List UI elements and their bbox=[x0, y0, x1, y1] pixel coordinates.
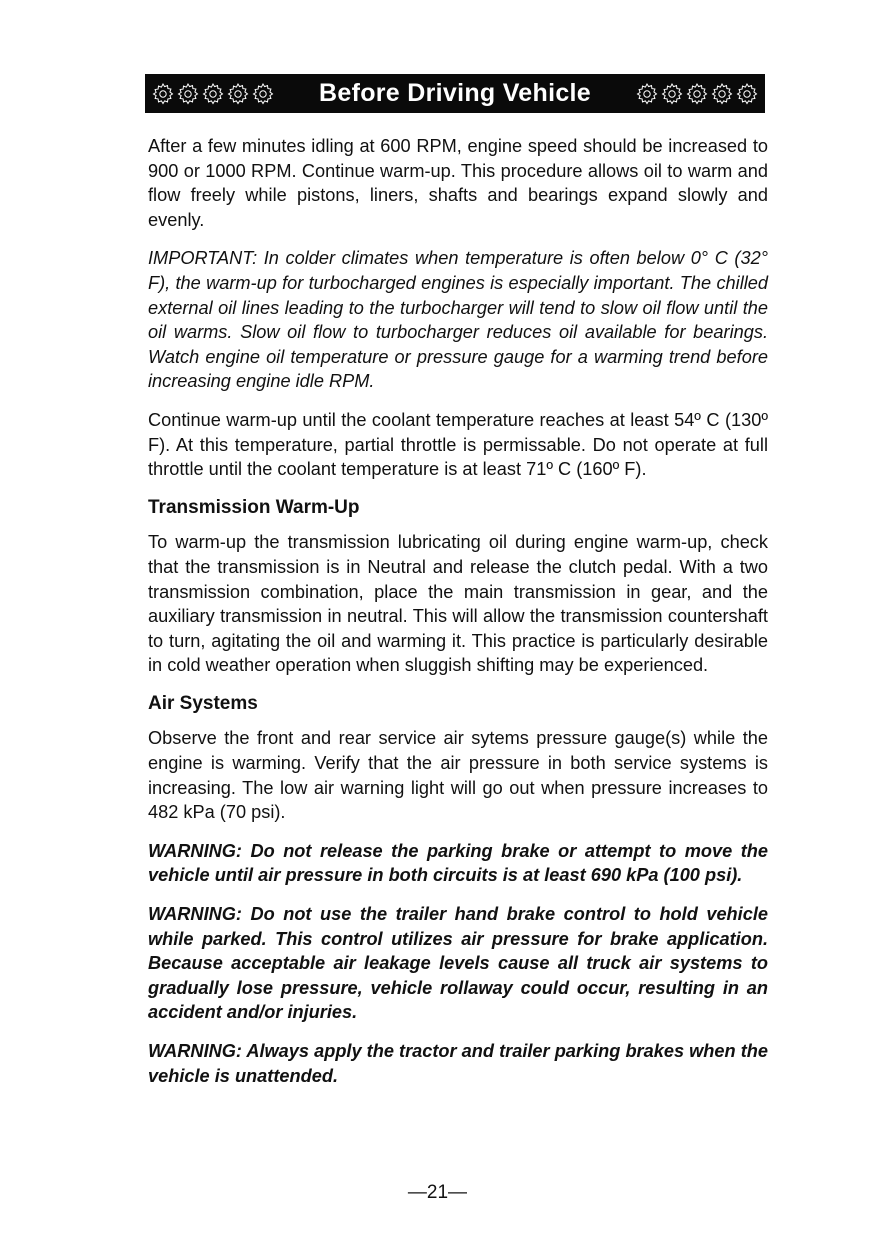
gear-icon bbox=[685, 82, 709, 106]
gear-icon bbox=[660, 82, 684, 106]
gear-icon bbox=[635, 82, 659, 106]
warning-unattended: WARNING: Always apply the tractor and trailer parking brakes when the vehicle is unattended. bbox=[148, 1041, 768, 1086]
section-banner bbox=[145, 74, 765, 113]
gear-icon bbox=[151, 82, 175, 106]
gear-icon bbox=[251, 82, 275, 106]
important-note: IMPORTANT: In colder climates when temperature is often below 0° C (32° F), the warm-up for turbocharged engines is especially important. The chilled external oil lines leading to the turbocharger will tend to slow oil flow until the oil warms. Slow oil flow to turbocharger reduces oil available for bearings. Watch engine oil temperature or pressure gauge for a warming trend before increasing engine idle RPM. bbox=[148, 248, 768, 392]
paragraph-air: Observe the front and rear service air sytems pressure gauge(s) while the engine is warming. Verify that the air pressure in both service systems is increasing. The low air warning light will go out when pressure increases to 482 kPa (70 psi). bbox=[148, 728, 768, 823]
page-number: —21— bbox=[407, 1182, 468, 1203]
gear-icon bbox=[710, 82, 734, 106]
warning-parking-brake: WARNING: Do not release the parking brake or attempt to move the vehicle until air pressure in both circuits is at least 690 kPa (100 psi). bbox=[148, 840, 768, 886]
gear-icon bbox=[735, 82, 759, 106]
paragraph-coolant: Continue warm-up until the coolant temperature reaches at least 54º C (130º F). At this temperature, partial throttle is permissable. Do not operate at full throttle until the coolant temperature is at least 71º C (160º F). bbox=[148, 409, 768, 480]
paragraph-warmup: After a few minutes idling at 600 RPM, engine speed should be increased to 900 or 1000 RPM. Continue warm-up. This procedure allows oil to warm and flow freely while pistons, liners, shafts and bearings expand slowly and evenly. bbox=[148, 136, 768, 230]
paragraph-transmission: To warm-up the transmission lubricating oil during engine warm-up, check that the transmission is in Neutral and release the clutch pedal. With a two transmission combination, place the main transmission in gear, and the auxiliary transmission in neutral. This will allow the transmission countershaft to turn, agitating the oil and warming it. This practice is particularly desirable in cold weather operation when sluggish shifting may be experienced. bbox=[148, 532, 768, 676]
heading-air-systems: Air Systems bbox=[148, 692, 258, 714]
heading-transmission-warmup: Transmission Warm-Up bbox=[148, 496, 360, 518]
gear-icons-left bbox=[151, 82, 275, 106]
gear-icon bbox=[176, 82, 200, 106]
gear-icon bbox=[201, 82, 225, 106]
gear-icons-right bbox=[635, 82, 759, 106]
page-body bbox=[148, 134, 768, 1102]
gear-icon bbox=[226, 82, 250, 106]
warning-trailer-brake: WARNING: Do not use the trailer hand brake control to hold vehicle while parked. This control utilizes air pressure for brake application. Because acceptable air leakage levels cause all truck air systems to gradually lose pressure, vehicle rollaway could occur, resulting in an accident and/or injuries. bbox=[148, 904, 768, 1023]
page-title: Before Driving Vehicle bbox=[319, 79, 591, 107]
